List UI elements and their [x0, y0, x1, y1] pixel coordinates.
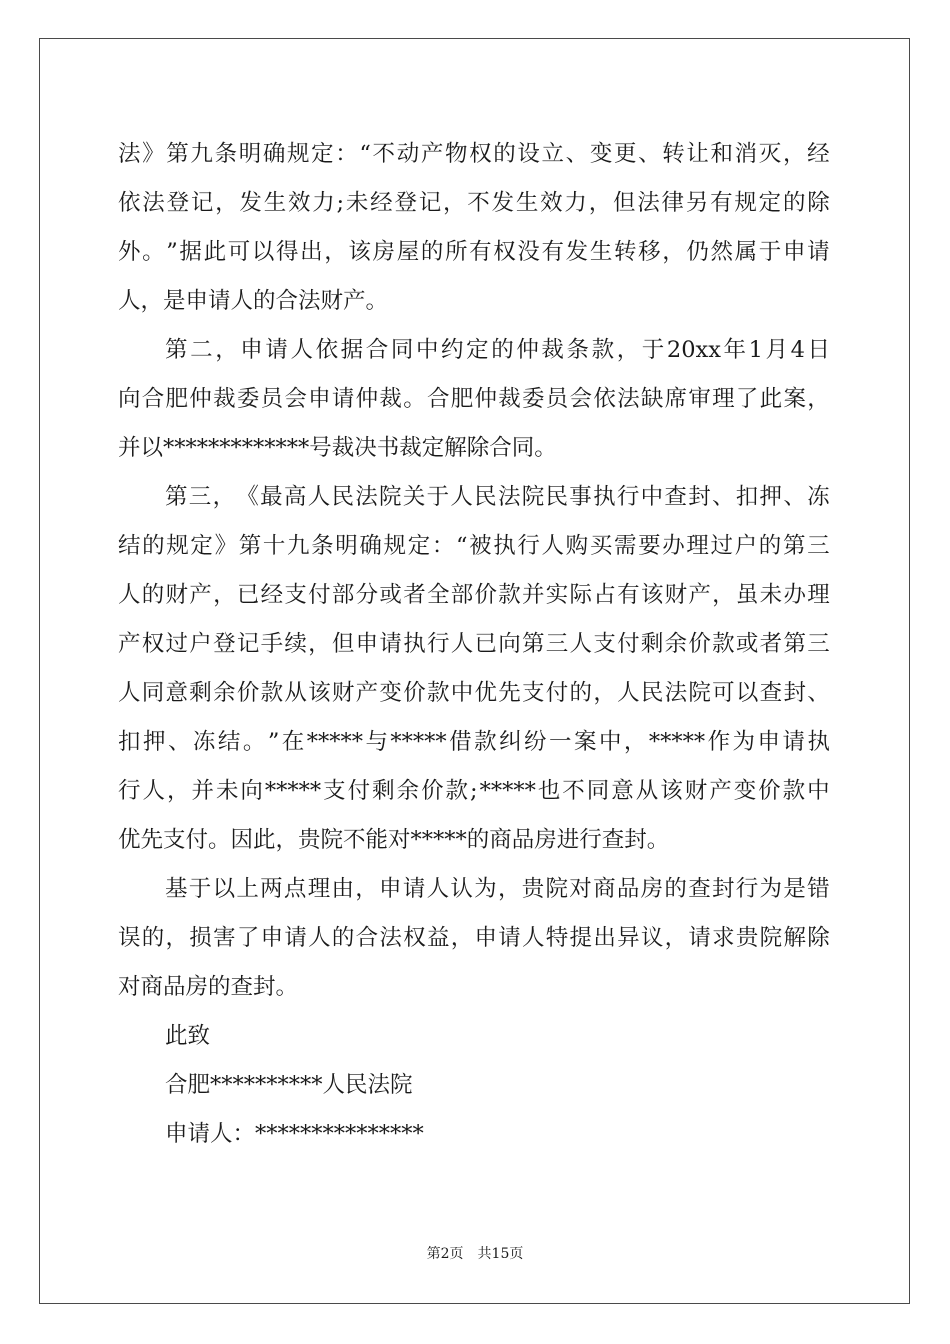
text-line: 结 的 规 定 》 第 十 九 条 明 确 规 定 ： “ 被 执 行 人 购 买 需 要 办 理 过 户 的 第 三 [118, 533, 830, 559]
text-line: 向 合 肥 仲 裁 委 员 会 申 请 仲 裁 。 合 肥 仲 裁 委 员 会 依 法 缺 席 审 理 了 此 案 ， [118, 386, 830, 412]
text-line: 扣 押 、 冻 结 。 ” 在 ***** 与 ***** 借 款 纠 纷 一 案 中 ， ***** 作 为 申 请 执 [118, 729, 830, 755]
text-line: 误 的 ， 损 害 了 申 请 人 的 合 法 权 益 ， 申 请 人 特 提 出 异 议 ， 请 求 贵 院 解 除 [118, 925, 830, 951]
text-line: 人 的 财 产 ， 已 经 支 付 部 分 或 者 全 部 价 款 并 实 际 占 有 该 财 产 ， 虽 未 办 理 [118, 582, 830, 608]
text-line: 行 人 ， 并 未 向 ***** 支 付 剩 余 价 款 ; ***** 也 不 同 意 从 该 财 产 变 价 款 中 [118, 778, 830, 804]
document-body [118, 130, 830, 1159]
page-footer: 第2页 共15页 [426, 1246, 524, 1262]
text-line: 人，是申请人的合法财产。 [118, 288, 389, 314]
text-line: 产 权 过 户 登 记 手 续 ， 但 申 请 执 行 人 已 向 第 三 人 支 付 剩 余 价 款 或 者 第 三 [118, 631, 830, 657]
text-line: 并以*************号裁决书裁定解除合同。 [118, 435, 557, 461]
text-line: 此致 [165, 1023, 211, 1049]
text-line: 法 》 第 九 条 明 确 规 定 ： “ 不 动 产 物 权 的 设 立 、 变 更 、 转 让 和 消 灭 ， 经 [118, 141, 830, 167]
text-line: 依 法 登 记 ， 发 生 效 力 ; 未 经 登 记 ， 不 发 生 效 力 ， 但 法 律 另 有 规 定 的 除 [118, 190, 830, 216]
text-line: 申请人：*************** [165, 1121, 424, 1147]
text-line: 第 三 ， 《 最 高 人 民 法 院 关 于 人 民 法 院 民 事 执 行 中 查 封 、 扣 押 、 冻 [165, 484, 830, 510]
text-line: 对商品房的查封。 [118, 974, 299, 1000]
text-line: 第 二 ， 申 请 人 依 据 合 同 中 约 定 的 仲 裁 条 款 ， 于 20xx 年 1 月 4 日 [165, 337, 830, 363]
text-line: 合肥**********人民法院 [165, 1072, 413, 1098]
text-line: 人 同 意 剩 余 价 款 从 该 财 产 变 价 款 中 优 先 支 付 的 ， 人 民 法 院 可 以 查 封 、 [118, 680, 830, 706]
text-line: 优先支付。因此，贵院不能对*****的商品房进行查封。 [118, 827, 670, 853]
text-line: 基 于 以 上 两 点 理 由 ， 申 请 人 认 为 ， 贵 院 对 商 品 房 的 查 封 行 为 是 错 [165, 876, 830, 902]
text-line: 外 。 ” 据 此 可 以 得 出 ， 该 房 屋 的 所 有 权 没 有 发 生 转 移 ， 仍 然 属 于 申 请 [118, 239, 830, 265]
